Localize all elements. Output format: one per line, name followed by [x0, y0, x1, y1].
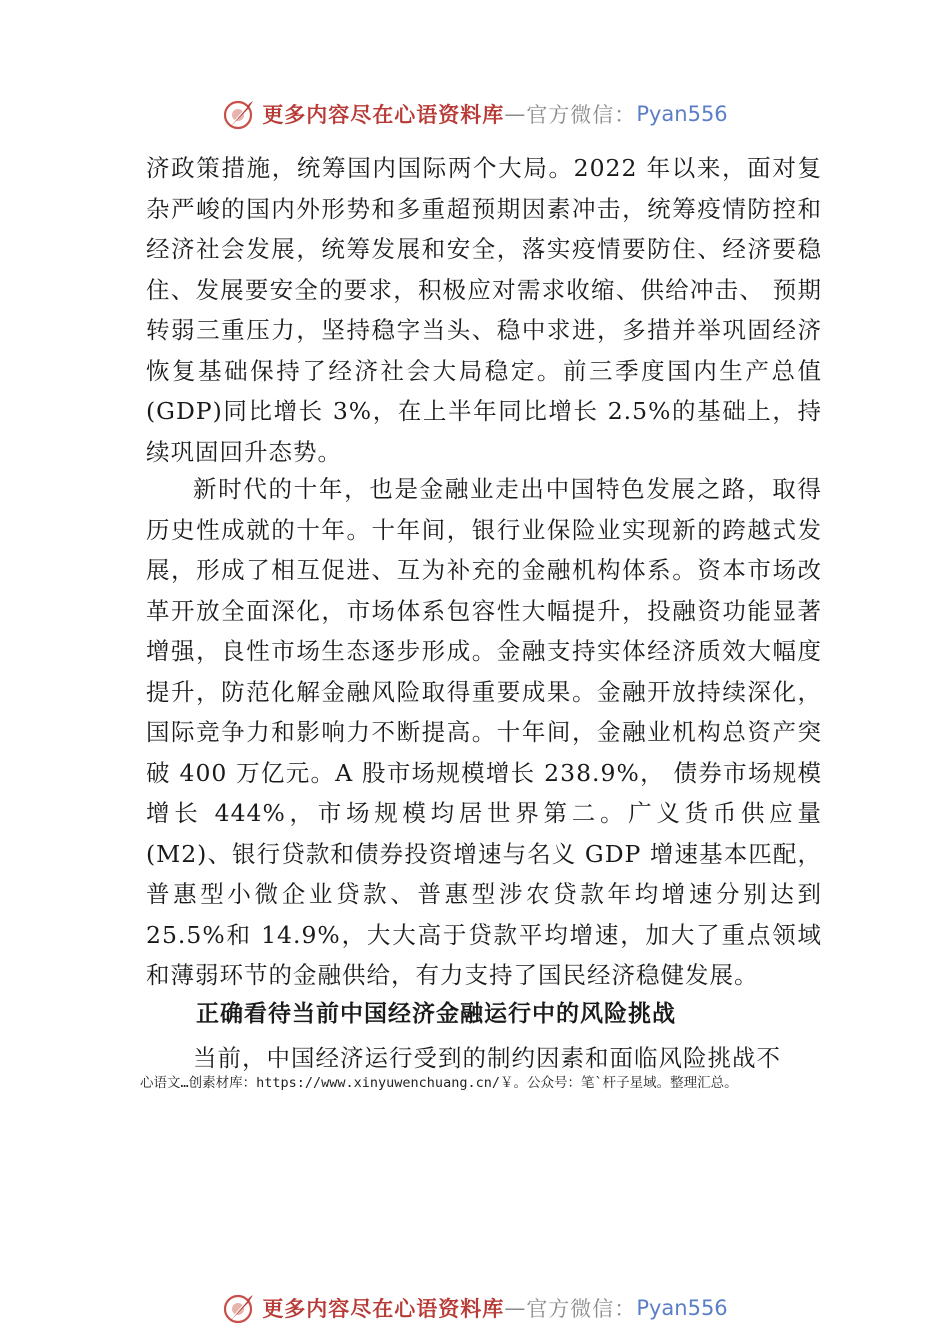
- paragraph-3: 当前，中国经济运行受到的制约因素和面临风险挑战不: [193, 1044, 781, 1072]
- footer-banner: [0, 1288, 950, 1328]
- wechat-account: Pyan556: [636, 1296, 728, 1320]
- paragraph-1: 济政策措施，统筹国内国际两个大局。2022 年以来，面对复杂严峻的国内外形势和多重超预期因素冲击，统筹疫情防控和经济社会发展，统筹发展和安全，落实疫情要防住、经济要稳住、发展要安全的要求，积极应对需求收缩、供给冲击、 预期转弱三重压力，坚持稳字当头、稳中求进，多措并举巩固经济恢复基础保持了经济社会大局稳定。前三季度国内生产总值(GDP)同比增长 3%，在上半年同比增长 2.5%的基础上，持续巩固回升态势。: [146, 154, 822, 466]
- brand-text: 更多内容尽在心语资料库: [262, 1297, 505, 1321]
- wechat-account: Pyan556: [636, 102, 728, 126]
- banner-separator: —: [504, 102, 527, 126]
- official-wechat-label: 官方微信：: [526, 1297, 637, 1321]
- official-wechat-label: 官方微信：: [526, 103, 637, 127]
- paragraph-2-block: [146, 469, 822, 996]
- brand-text: 更多内容尽在心语资料库: [262, 103, 505, 127]
- header-banner: [0, 94, 950, 134]
- quill-logo-icon: [222, 97, 256, 131]
- paragraph-3-block: [146, 1038, 822, 1079]
- section-heading: 正确看待当前中国经济金融运行中的风险挑战: [196, 1001, 676, 1027]
- paragraph-1-block: [146, 148, 822, 472]
- quill-logo-icon: [222, 1291, 256, 1325]
- banner-separator: —: [504, 1296, 527, 1320]
- paragraph-2: 新时代的十年，也是金融业走出中国特色发展之路，取得历史性成就的十年。十年间，银行业保险业实现新的跨越式发展，形成了相互促进、互为补充的金融机构体系。资本市场改革开放全面深化，市场体系包容性大幅提升，投融资功能显著增强，良性市场生态逐步形成。金融支持实体经济质效大幅度提升，防范化解金融风险取得重要成果。金融开放持续深化，国际竞争力和影响力不断提高。十年间，金融业机构总资产突破 400 万亿元。A 股市场规模增长 238.9%， 债券市场规模增长 444%，市场规模均居世界第二。广义货币供应量(M2)、银行贷款和债券投资增速与名义 GDP 增速基本匹配，普惠型小微企业贷款、普惠型涉农贷款年均增速分别达到 25.5%和 14.9%，大大高于贷款平均增速，加大了重点领域和薄弱环节的金融供给，有力支持了国民经济稳健发展。: [146, 475, 822, 989]
- source-footnote: 心语文…创素材库：https://www.xinyuwenchuang.cn/￥。公众号：笔`杆子星域。整理汇总。: [140, 1075, 738, 1091]
